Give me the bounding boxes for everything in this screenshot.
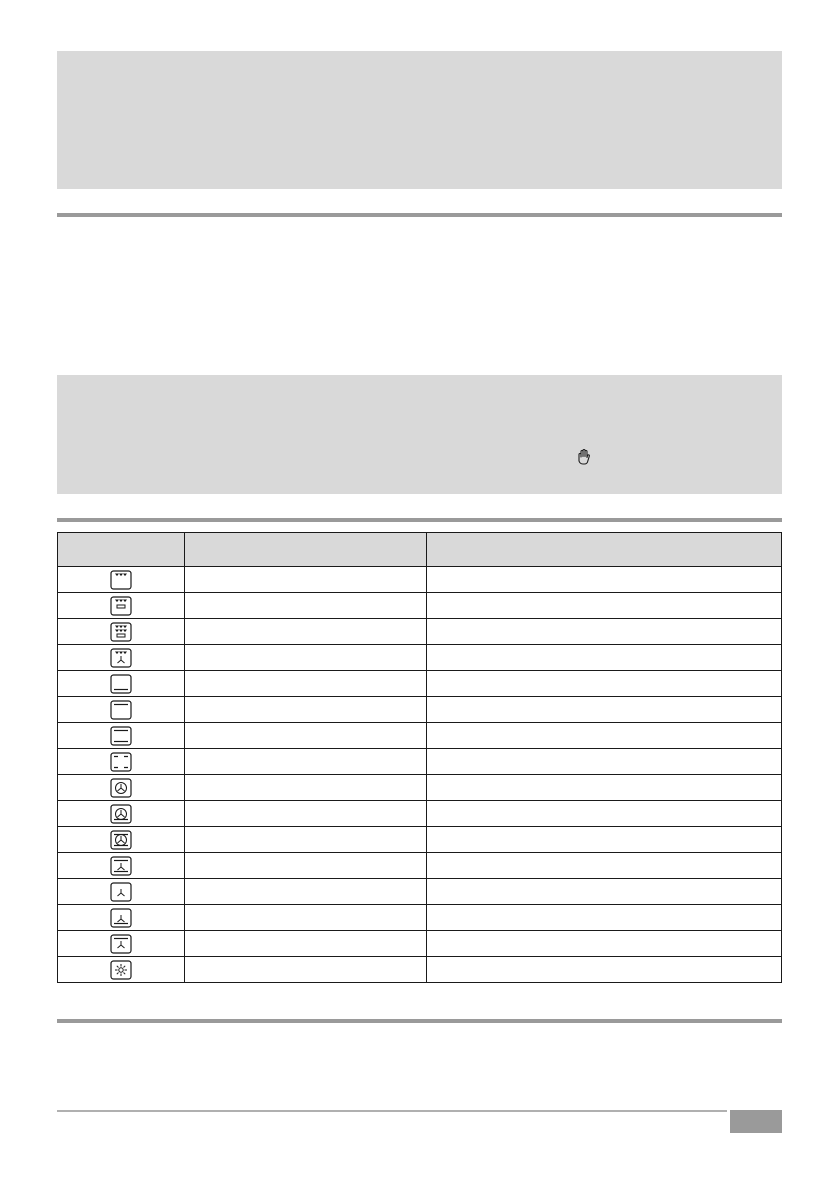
function-name-cell xyxy=(185,593,426,619)
table-row xyxy=(58,931,782,957)
symbol-cell xyxy=(58,593,185,619)
function-description-cell xyxy=(426,723,782,749)
symbol-cell xyxy=(58,801,185,827)
function-name-cell xyxy=(185,749,426,775)
function-name-cell xyxy=(185,931,426,957)
top-heat-icon xyxy=(110,700,132,720)
function-description-cell xyxy=(426,593,782,619)
bottom-heat-icon xyxy=(110,674,132,694)
fan-with-bottom-heat-icon xyxy=(110,908,132,928)
function-name-cell xyxy=(185,879,426,905)
function-name-cell xyxy=(185,567,426,593)
table-row xyxy=(58,593,782,619)
symbol-cell xyxy=(58,671,185,697)
function-description-cell xyxy=(426,957,782,983)
fan-with-top-and-bottom-heat-icon xyxy=(110,856,132,876)
fan-defrost-icon xyxy=(110,882,132,902)
function-name-cell xyxy=(185,775,426,801)
function-description-cell xyxy=(426,879,782,905)
top-and-bottom-heat-icon xyxy=(110,726,132,746)
table-header-row xyxy=(58,533,782,567)
symbol-cell xyxy=(58,645,185,671)
table-row xyxy=(58,827,782,853)
function-name-cell xyxy=(185,801,426,827)
symbol-cell xyxy=(58,697,185,723)
header-function xyxy=(185,533,426,567)
section-divider xyxy=(57,213,782,217)
table-row xyxy=(58,853,782,879)
table-row xyxy=(58,879,782,905)
hot-air-icon xyxy=(110,778,132,798)
table-row xyxy=(58,957,782,983)
grill-top-element-icon xyxy=(110,570,132,590)
table-row xyxy=(58,697,782,723)
header-description xyxy=(426,533,782,567)
function-name-cell xyxy=(185,957,426,983)
function-description-cell xyxy=(426,697,782,723)
footer-rule xyxy=(57,1110,727,1112)
hot-air-with-top-and-bottom-heat-icon xyxy=(110,830,132,850)
page-number-tab xyxy=(730,1110,782,1133)
function-description-cell xyxy=(426,567,782,593)
function-description-cell xyxy=(426,749,782,775)
header-symbol xyxy=(58,533,185,567)
function-description-cell xyxy=(426,827,782,853)
function-description-cell xyxy=(426,931,782,957)
function-name-cell xyxy=(185,671,426,697)
symbol-cell xyxy=(58,827,185,853)
function-description-cell xyxy=(426,905,782,931)
hot-air-with-bottom-heat-icon xyxy=(110,804,132,824)
function-description-cell xyxy=(426,671,782,697)
function-name-cell xyxy=(185,827,426,853)
oven-functions-table xyxy=(57,532,782,983)
function-description-cell xyxy=(426,645,782,671)
warning-panel xyxy=(57,375,782,494)
symbol-cell xyxy=(58,879,185,905)
symbol-cell xyxy=(58,775,185,801)
oven-lamp-icon xyxy=(110,960,132,980)
fan-with-top-heat-icon xyxy=(110,934,132,954)
function-description-cell xyxy=(426,619,782,645)
grill-with-fan-icon xyxy=(110,648,132,668)
table-row xyxy=(58,905,782,931)
symbol-cell xyxy=(58,749,185,775)
function-name-cell xyxy=(185,723,426,749)
table-row xyxy=(58,645,782,671)
symbol-cell xyxy=(58,853,185,879)
info-panel-top xyxy=(57,51,782,189)
hand-icon xyxy=(574,447,594,467)
function-name-cell xyxy=(185,853,426,879)
table-row xyxy=(58,749,782,775)
symbol-cell xyxy=(58,905,185,931)
symbol-cell xyxy=(58,723,185,749)
table-row xyxy=(58,801,782,827)
symbol-cell xyxy=(58,619,185,645)
function-name-cell xyxy=(185,905,426,931)
table-row xyxy=(58,723,782,749)
symbol-cell xyxy=(58,567,185,593)
function-name-cell xyxy=(185,645,426,671)
table-row xyxy=(58,567,782,593)
symbol-cell xyxy=(58,957,185,983)
function-description-cell xyxy=(426,775,782,801)
table-row xyxy=(58,671,782,697)
function-name-cell xyxy=(185,697,426,723)
table-row xyxy=(58,619,782,645)
function-description-cell xyxy=(426,853,782,879)
function-description-cell xyxy=(426,801,782,827)
eco-heat-icon xyxy=(110,752,132,772)
symbol-cell xyxy=(58,931,185,957)
section-divider xyxy=(57,518,782,522)
double-grill-with-fan-icon xyxy=(110,622,132,642)
table-row xyxy=(58,775,782,801)
section-divider xyxy=(57,1019,782,1023)
function-name-cell xyxy=(185,619,426,645)
grill-with-middle-element-icon xyxy=(110,596,132,616)
